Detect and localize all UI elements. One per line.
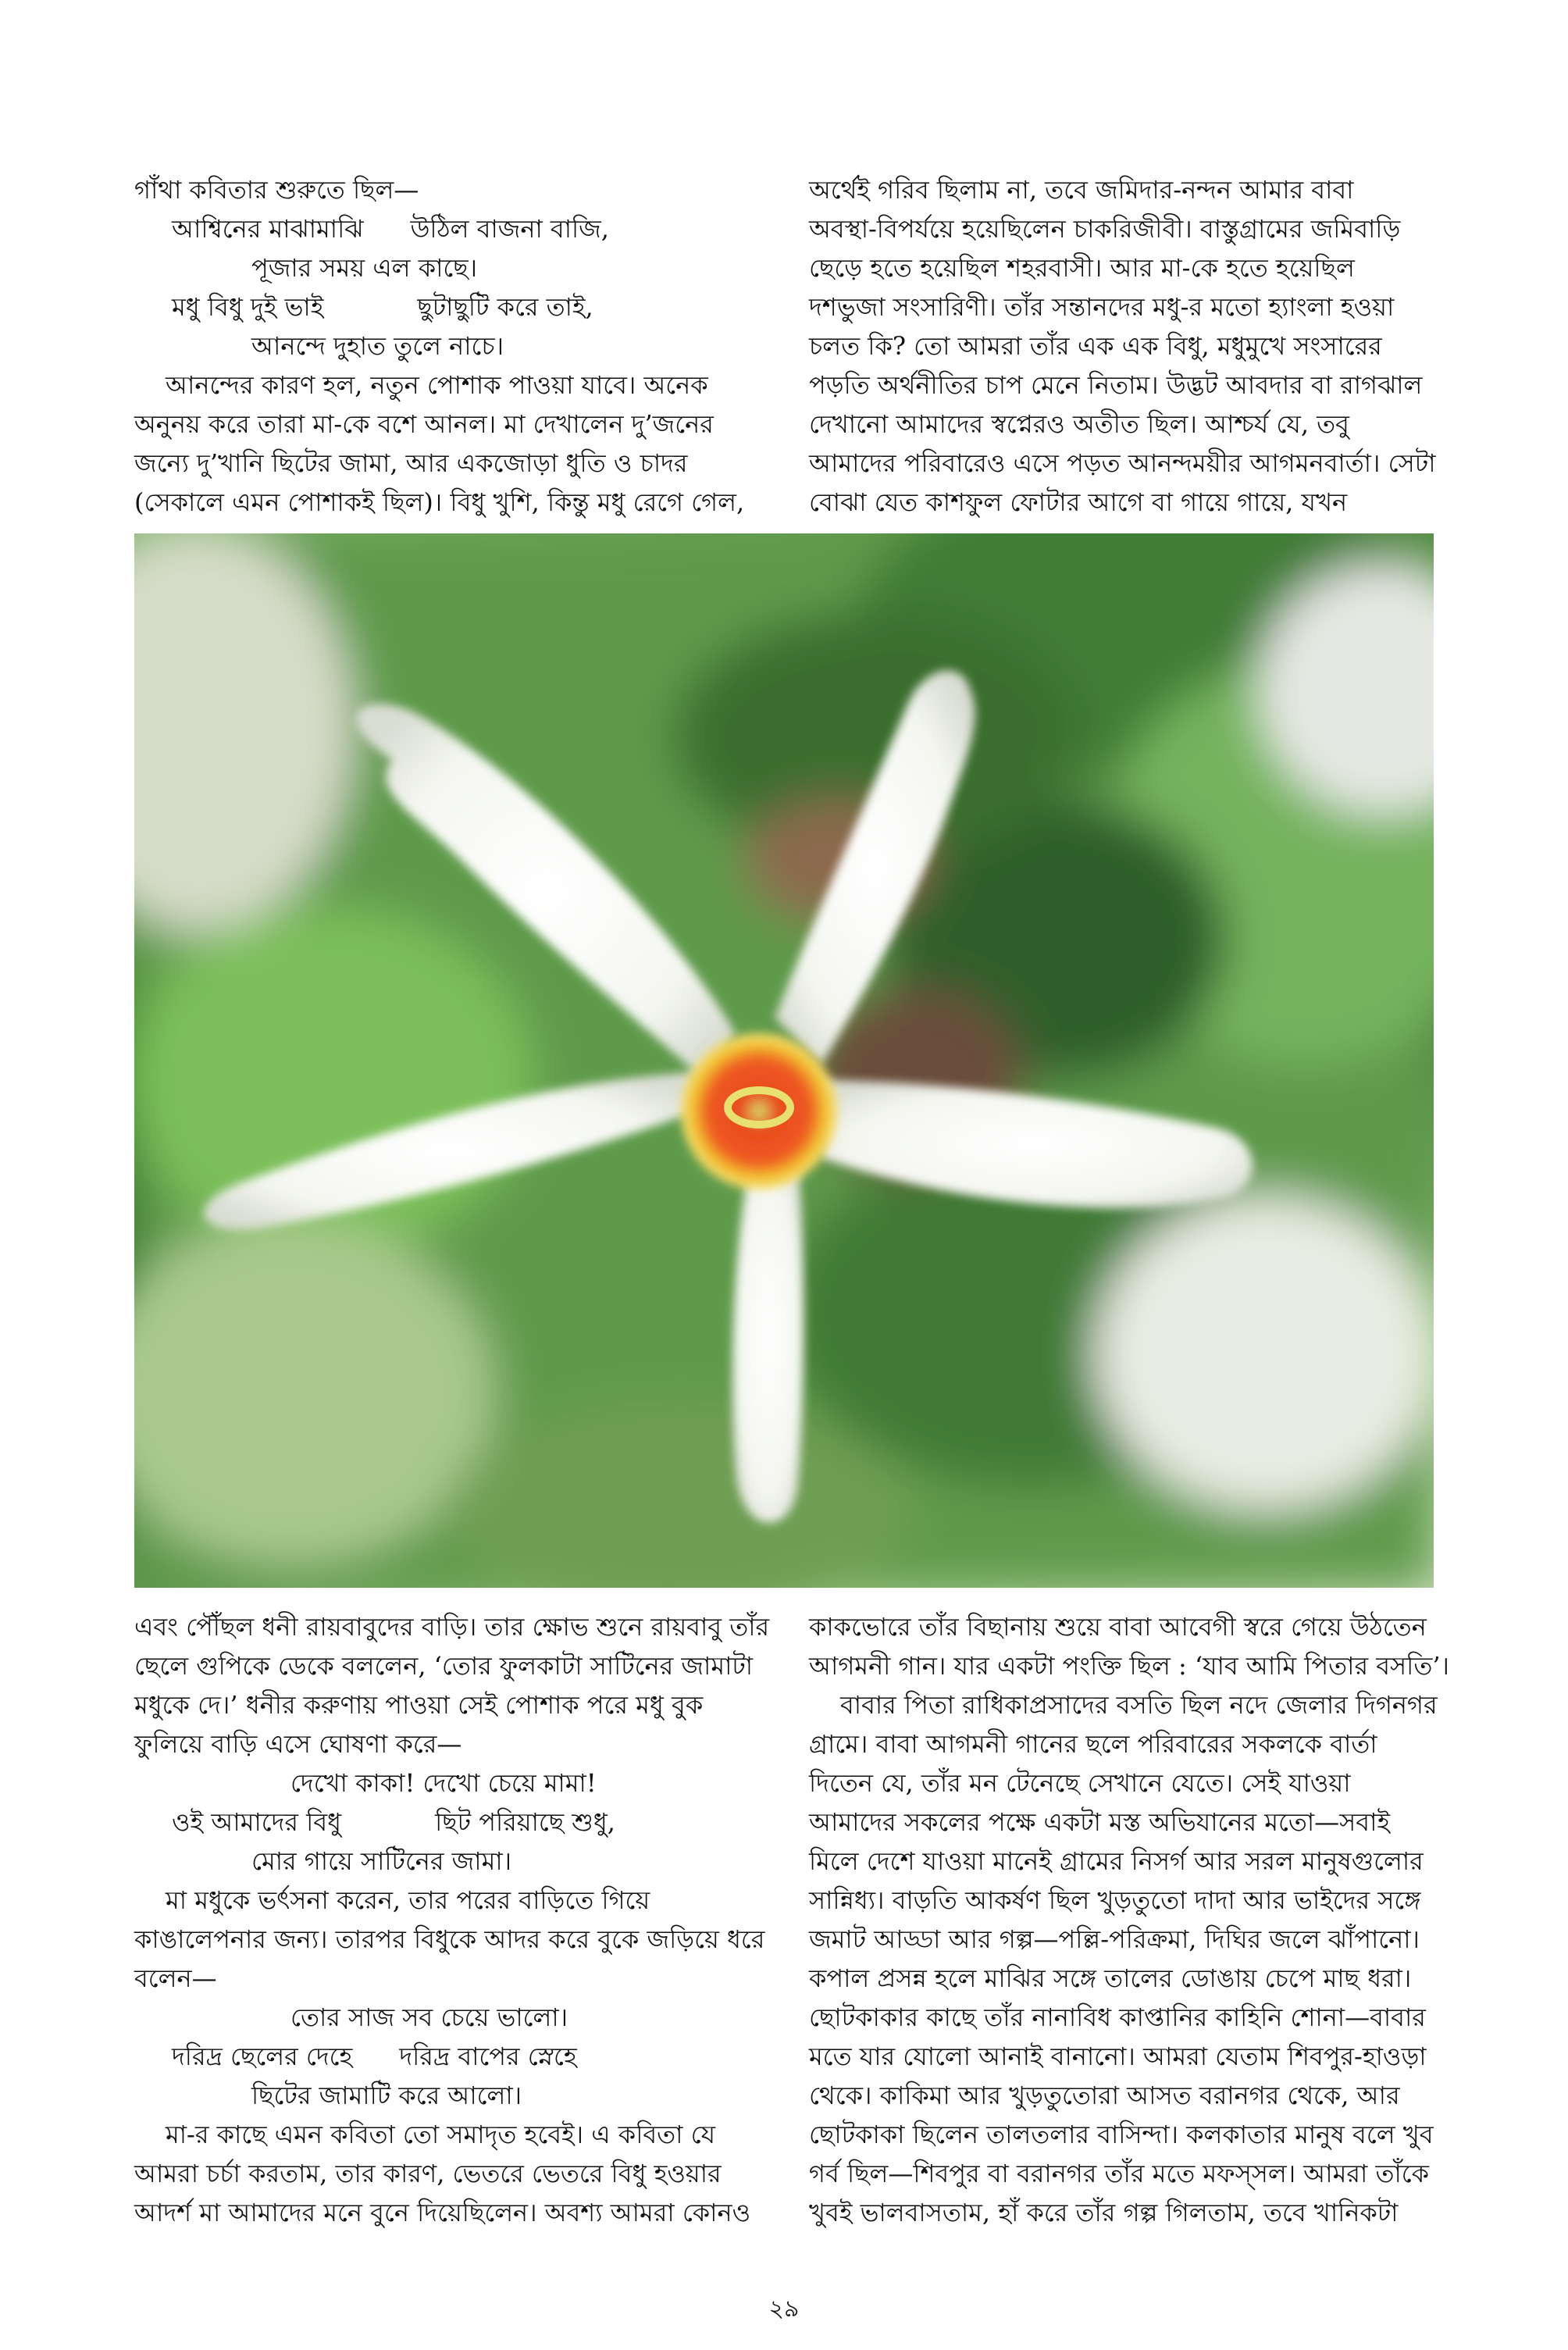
verse-line: [134, 209, 798, 248]
text-line: দিতেন যে, তাঁর মন টেনেছে সেখানে যেতে। সেই যাওয়া: [809, 1768, 1351, 1798]
verse-part: ওই আমাদের বিধু: [172, 1807, 342, 1837]
text-line: বলেন—: [134, 1963, 217, 1993]
verse-part: দরিদ্র বাপের স্নেহে: [399, 2042, 577, 2071]
text-line: ছোটকাকা ছিলেন তালতলার বাসিন্দা। কলকাতার মানুষ বলে খুব: [809, 2120, 1434, 2149]
text-line: খুবই ভালবাসতাম, হাঁ করে তাঁর গল্প গিলতাম, তবে খানিকটা: [809, 2198, 1399, 2227]
text-line: অবস্থা-বিপর্যয়ে হয়েছিলেন চাকরিজীবী। বাস্তুগ্রামের জমিবাড়ি: [809, 214, 1401, 244]
text-line: ছেড়ে হতে হয়েছিল শহরবাসী। আর মা-কে হতে হয়েছিল: [809, 253, 1355, 283]
column-bottom-left: [134, 1607, 798, 2232]
text-line: জমাট আড্ডা আর গল্প—পল্লি-পরিক্রমা, দিঘির জলে ঝাঁপানো।: [809, 1924, 1420, 1954]
verse-line: [134, 2037, 798, 2076]
text-line: ফুলিয়ে বাড়ি এসে ঘোষণা করে—: [134, 1729, 462, 1759]
text-line: মধুকে দে।’ ধনীর করুণায় পাওয়া সেই পোশাক পরে মধু বুক: [134, 1690, 704, 1720]
column-top-left: [134, 170, 798, 522]
text-line: কাঙালেপনার জন্য। তারপর বিধুকে আদর করে বুকে জড়িয়ে ধরে: [134, 1924, 765, 1954]
text-line: ছেলে গুপিকে ডেকে বললেন, ‘তোর ফুলকাটা সাটিনের জামাটা: [134, 1651, 754, 1681]
verse-part: মধু বিধু দুই ভাই: [172, 292, 324, 322]
text-line: চলত কি? তো আমরা তাঁর এক এক বিধু, মধুমুখে সংসারের: [809, 331, 1382, 361]
text-line: দশভুজা সংসারিণী। তাঁর সন্তানদের মধু-র মতো হ্যাংলা হওয়া: [809, 292, 1395, 322]
verse-line: [134, 287, 798, 326]
text-line: এবং পৌঁছল ধনী রায়বাবুদের বাড়ি। তার ক্ষোভ শুনে রায়বাবু তাঁর: [134, 1612, 770, 1642]
flower-illustration: [134, 533, 1434, 1588]
column-bottom-right: [809, 1607, 1473, 2232]
verse-line: পূজার সময় এল কাছে।: [251, 253, 478, 283]
text-line: অনুনয় করে তারা মা-কে বশে আনল। মা দেখালেন দু’জনের: [134, 409, 714, 439]
page-number: ২৯: [768, 2295, 800, 2323]
text-line: জন্যে দু’খানি ছিটের জামা, আর একজোড়া ধুতি ও চাদর: [134, 448, 688, 478]
text-line: দেখানো আমাদের স্বপ্নেরও অতীত ছিল। আশ্চর্য যে, তবু: [809, 409, 1349, 439]
verse-line: দেখো কাকা! দেখো চেয়ে মামা!: [290, 1768, 597, 1798]
column-top-right: [809, 170, 1473, 522]
verse-line: তোর সাজ সব চেয়ে ভালো।: [290, 2002, 568, 2032]
text-line: ছোটকাকার কাছে তাঁর নানাবিধ কাপ্তানির কাহিনি শোনা—বাবার: [809, 2002, 1426, 2032]
verse-line: মোর গায়ে সাটিনের জামা।: [251, 1846, 512, 1876]
text-line: (সেকালে এমন পোশাকই ছিল)। বিধু খুশি, কিন্তু মধু রেগে গেল,: [134, 487, 745, 517]
text-line: গ্রামে। বাবা আগমনী গানের ছলে পরিবারের সকলকে বার্তা: [809, 1729, 1377, 1759]
text-line: মা মধুকে ভর্ৎসনা করেন, তার পরের বাড়িতে গিয়ে: [166, 1885, 650, 1915]
verse-line: আনন্দে দুহাত তুলে নাচে।: [251, 331, 504, 361]
text-line: অর্থেই গরিব ছিলাম না, তবে জমিদার-নন্দন আমার বাবা: [809, 175, 1354, 205]
verse-part: উঠিল বাজনা বাজি,: [410, 214, 609, 244]
text-line: আমাদের পরিবারেও এসে পড়ত আনন্দময়ীর আগমনবার্তা। সেটা: [809, 448, 1436, 478]
verse-line: ছিটের জামাটি করে আলো।: [251, 2081, 522, 2110]
text-line: বাবার পিতা রাধিকাপ্রসাদের বসতি ছিল নদে জেলার দিগনগর: [840, 1690, 1438, 1720]
text-line: মা-র কাছে এমন কবিতা তো সমাদৃত হবেই। এ কবিতা যে: [166, 2120, 716, 2149]
verse-part: ছুটাছুটি করে তাই,: [417, 292, 593, 322]
text-line: সান্নিধ্য। বাড়তি আকর্ষণ ছিল খুড়তুতো দাদা আর ভাইদের সঙ্গে: [809, 1885, 1421, 1915]
flower-photo: [134, 533, 1434, 1588]
text-line: বোঝা যেত কাশফুল ফোটার আগে বা গায়ে গায়ে, যখন: [809, 487, 1348, 517]
text-line: আনন্দের কারণ হল, নতুন পোশাক পাওয়া যাবে। অনেক: [166, 370, 708, 400]
text-line: গর্ব ছিল—শিবপুর বা বরানগর তাঁর মতে মফস্সল। আমরা তাঁকে: [809, 2159, 1429, 2188]
verse-part: আশ্বিনের মাঝামাঝি: [172, 214, 364, 244]
text-line: মিলে দেশে যাওয়া মানেই গ্রামের নিসর্গ আর সরল মানুষগুলোর: [809, 1846, 1424, 1876]
text-line: আমরা চর্চা করতাম, তার কারণ, ভেতরে ভেতরে বিধু হওয়ার: [134, 2159, 722, 2188]
text-line: আমাদের সকলের পক্ষে একটা মস্ত অভিযানের মতো—সবাই: [809, 1807, 1391, 1837]
text-line: কাকভোরে তাঁর বিছানায় শুয়ে বাবা আবেগী স্বরে গেয়ে উঠতেন: [809, 1612, 1427, 1642]
verse-line: [134, 1803, 798, 1842]
text-line: পড়তি অর্থনীতির চাপ মেনে নিতাম। উদ্ভট আবদার বা রাগঝাল: [809, 370, 1423, 400]
text-line: আদর্শ মা আমাদের মনে বুনে দিয়েছিলেন। অবশ্য আমরা কোনও: [134, 2198, 751, 2227]
verse-part: দরিদ্র ছেলের দেহে: [172, 2042, 353, 2071]
verse-part: ছিট পরিয়াছে শুধু,: [435, 1807, 615, 1837]
text-line: কপাল প্রসন্ন হলে মাঝির সঙ্গে তালের ডোঙায় চেপে মাছ ধরা।: [809, 1963, 1412, 1993]
text-line: থেকে। কাকিমা আর খুড়তুতোরা আসত বরানগর থেকে, আর: [809, 2081, 1400, 2110]
flower-center: [681, 1033, 837, 1189]
text-line: আগমনী গান। যার একটা পংক্তি ছিল : ‘যাব আমি পিতার বসতি’।: [809, 1651, 1449, 1681]
text-line: গাঁথা কবিতার শুরুতে ছিল—: [134, 175, 419, 205]
text-line: মতে যার যোলো আনাই বানানো। আমরা যেতাম শিবপুর-হাওড়া: [809, 2042, 1427, 2071]
